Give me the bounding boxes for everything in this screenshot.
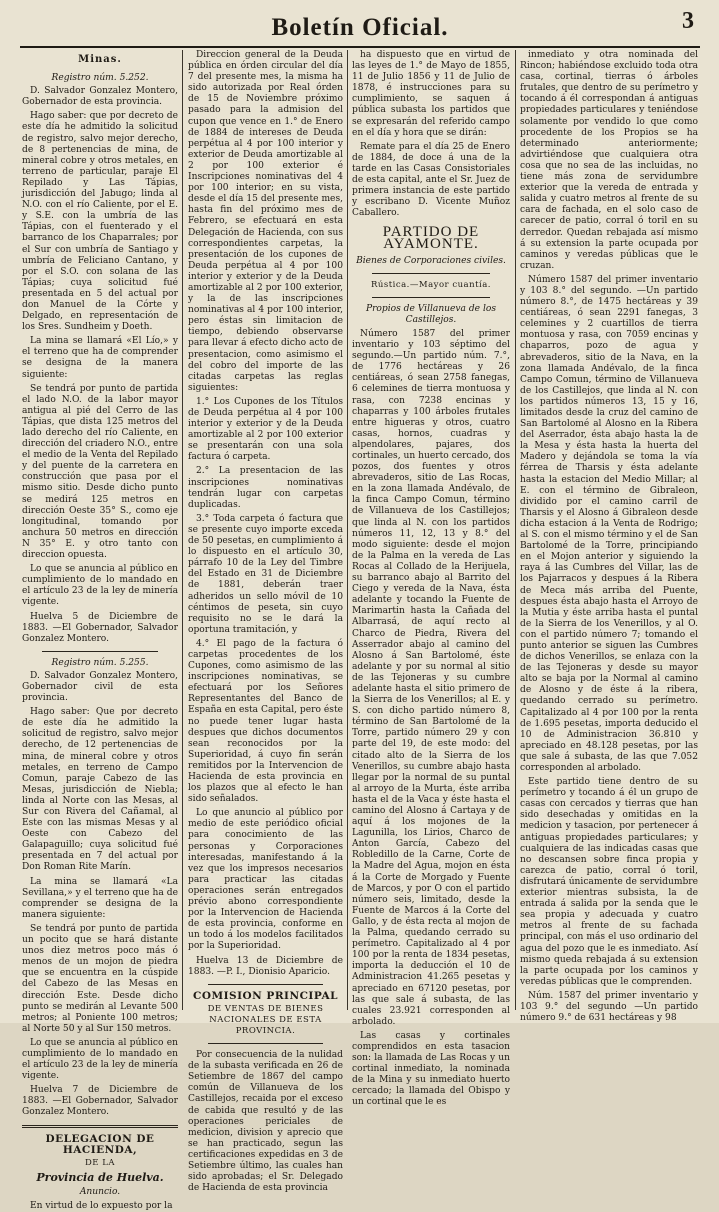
paragraph: D. Salvador Gonzalez Montero, Gobernador de esta provincia. (22, 86, 178, 108)
column-3 (352, 50, 510, 1108)
paragraph: Las casas y cortinales comprendidos en esta tasacion son: la llamada de Las Rocas y un cortinal inmediato, la nominada de la Mina y su inmediato huerto cercado; la llamada del Obispo y un cortinal que le es (352, 1030, 510, 1108)
paragraph: 3.° Toda carpeta ó factura que se presente cuyo importe exceda de 50 pesetas, en cumplimiento á lo dispuesto en el artículo 30, párrafo 10 de la Ley del Timbre del Estado en 31 de Diciembre de 1881, deberán traer adheridos un sello móvil de 10 céntimos de peseta, sin cuyo requisito no se le dará la oportuna tramitación, y (188, 513, 343, 635)
paragraph: La mina se llamará «La Sevillana,» y el terreno que ha de comprender se designa de la manera siguiente: (22, 876, 178, 920)
double-divider (22, 1125, 178, 1128)
column-divider (182, 50, 183, 1010)
divider (372, 297, 490, 298)
divider (208, 984, 323, 985)
paragraph: Direccion general de la Deuda pública en órden circular del día 7 del presente mes, la misma ha sido autorizada por Real órden de 15 de Noviembre próximo pasado para la admision del cupon que vence en 1.° de Enero de 1884 de intereses de Deuda perpétua al 4 por 100 interior y exterior de Deuda amortizable al 2 por 100 exterior é Inscripciones nominativas del 4 por 100 interior; en su vista, desde el día 15 del presente mes, hasta fin del próximo mes de Febrero, se efectuará en esta Delegación de Hacienda, con sus correspondientes carpetas, la presentación de los cupones de Deuda perpétua al 4 por 100 interior y exterior y de la Deuda amortizable al 2 por 100 exterior, y la de las inscripciones nominativas al 4 por 100 interior, pero éstas sin limitacion de tiempo, debiendo observarse para llevar á efecto dicho acto de presentacion, como asimismo el del cobro del importe de las citadas carpetas las reglas siguientes: (188, 50, 343, 393)
page-header (20, 8, 700, 48)
column-1 (22, 50, 178, 1211)
registro-heading: Registro núm. 5.252. (51, 73, 149, 84)
paragraph: Lo que anuncio al público por medio de este periódico oficial para conocimiento de las personas y Corporaciones interesadas, manifestando á la vez que los impresos necesarios para practicar las citadas operaciones serán entregados prévio abono correspondiente por la Intervencion de Hacienda de esta provincia, conforme en un todo á los modelos facilitados por la Superioridad. (188, 808, 343, 952)
partido-heading: PARTIDO DE AYAMONTE. (382, 224, 480, 252)
paragraph: ha dispuesto que en virtud de las leyes de 1.° de Mayo de 1855, 11 de Julio 1856 y 11 de Julio de 1878, é instrucciones para su cumplimiento, se saquen á pública subasta los partidos que se expresarán del referido campo en el día y hora que se dirán: (352, 50, 510, 138)
signature: Huelva 5 de Diciembre de 1883. —El Gobernador, Salvador Gonzalez Montero. (22, 611, 178, 644)
column-2 (188, 50, 343, 1194)
divider (208, 1043, 323, 1044)
comision-heading: COMISION PRINCIPAL (193, 989, 338, 1002)
paragraph: Número 1587 del primer inventario y 103 séptimo del segundo.—Un partido núm. 7.°, de 1776 hectáreas y 26 centiáreas, ó sean 2758 fanegas, 6 celemines de tierra montuosa y rasa, con 7238 encinas y chaparras y 100 árboles frutales entre higueras y otros, cuatro casas, hornos, cuadras y alpendolares, pajares, dos cortinales, un huerto cercado, dos pozos, dos fuentes y otros abrevaderos, sitio de Las Rocas, en la zona llamada Andévalo, de la finca Campo Comun, término de Villanueva de los Castillejos; que linda al N. con los partidos números 11, 12, 13 y 8.° del modo siguiente: desde el mojon de la Palma en la vereda de Las Rocas al Collado de la Herijuela, su barranco abajo al Barrito del Ciego y vereda de la Nava, ésta adelante y tocando la Fuente de Marimartin hasta la Cañada del Albarrasá, de aquí recto al Charco de Piedra, Rivera del Asserrador abajo al camino del Alosno á San Bartolomé, éste adelante y por su normal al sitio de las Tejoneras y su cumbre adelante hasta el sitio primero de la Sierra de los Venerillos; al E. y S. con dicho partido número 8, término de San Bartolomé de la Torre, partido número 29 y con parte del 19, de este modo: del citado alto de la Sierra de los Venerillos, su cumbre abajo hasta llegar por la normal de su puntal al arroyo de la Murta, éste arriba hasta el de la Vaca y éste hasta el camino del Alosno á Cartaya y de aquí á los mojones de la Lagunilla, los Lirios, Charco de Anton García, Cabezo del Robledillo de la Carne, Corte de la Madre del Agua, mojon en ésta á la Corte de Morgado y Fuente de Marcos, y por O con el partido número seis, limitado, desde la Fuente de Marcos á la Corte del Gallo, y de ésta recta al mojon de la Palma, quedando cerrado su perímetro. Capitalizado al 4 por 100 por la renta de 1834 pesetas, importa la deducción el 10 de Administracion 41.265 pesetas y apreciado en 67120 pesetas, por las que sale á subasta, de las cuales 23.921 corresponden al arbolado. (352, 328, 510, 1027)
column-4 (520, 50, 699, 1024)
paragraph: Núm. 1587 del primer inventario y 103 9.° del segundo —Un partido número 9.° de 631 hectáreas y 98 (520, 990, 698, 1024)
paragraph: 4.° El pago de la factura ó carpetas procedentes de los Cupones, como asimismo de las inscripciones nominativas, se efectuará por los Señores Representantes del Banco de España en esta Capital, pero éste no puede tener lugar hasta despues que dichos documentos sean reconocidos por la Superioridad, á cuyo fin serán remitidos por la Intervencion de Hacienda de esta provincia en los plazos que al efecto le han sido señalados. (188, 638, 343, 805)
paragraph: Número 1587 del primer inventario y 103 8.° del segundo. —Un partido número 8.°, de 1475 hectáreas y 39 centiáreas, ó sean 2291 fanegas, 3 celemines y 2 cuartillos de tierra montuosa y rasa, con 7059 encinas y chaparros, pozo de agua y abrevaderos, sitio de la Nava, en la zona llamada Andévalo, de la finca Campo Comun, término de Villanueva de los Castillejos, que linda al N. con los partidos números 13, 15 y 16, limitados desde la cruz del camino de San Bartolomé al Alosno en la Ribera del Aserrador, ésta abajo hasta la de la Mesa y ésta hasta la huerta del Madero y dejándola se toma la vía férrea de Tharsis y ésta adelante hasta la estacion del Medio Millar; al E. con el término de Gibraleon, dividido por el camino carril de Tharsis y el Alosno á Gibraleon desde dicha estacion á la Venta de Rodrigo; al S. con el mismo término y el de San Bartolomé de la Torre, principiando en el Mojon anterior y siguiendo la raya á las Cumbres del Villar, las de los Pajarracos y despues á la Ribera de Meca más arriba del Puente, despues ésta abajo hasta el Arroyo de la Mutia y éste arriba hasta el puntal de la Sierra de los Venerillos, y al O. con el partido número 7; tomando el punto anterior se siguen las Cumbres de dichos Venerillos, se enlaza con la de las Tejoneras y desde su mayor alto se baja por la Normal al camino de Alosno y de éste á la ribera, quedando cerrado su perímetro. Capitalizado al 4 por 100 por la renta de 1.695 pesetas, importa deducido el 10 de Administracion 36.810 y apreciado en 48.128 pesetas, por las que sale á subasta, de las que 7.052 corresponden al arbolado. (520, 274, 698, 773)
paragraph: Lo que se anuncia al público en cumplimiento de lo mandado en el artículo 23 de la ley de minería vigente. (22, 1037, 178, 1082)
page-number: 3 (682, 8, 694, 34)
column-divider (515, 50, 516, 1010)
delegacion-provincia: Provincia de Huelva. (36, 1170, 164, 1184)
signature: Huelva 7 de Diciembre de 1883. —El Gobernador, Salvador Gonzalez Montero. (22, 1085, 178, 1118)
delegacion-de-la: DE LA (84, 1157, 115, 1168)
paragraph: En virtud de lo expuesto por la (30, 1201, 173, 1211)
column-divider (347, 50, 348, 1010)
rustica-heading: Rústica.—Mayor cuantía. (370, 279, 492, 290)
section-title-minas: Minas. (78, 54, 122, 65)
divider (42, 651, 158, 652)
paragraph: Se tendrá por punto de partida el lado N.O. de la labor mayor antigua al pié del Cerro de las Tápias, que dista 125 metros del lado derecho del río Caliente, en dirección del criadero N.O., entre el medio de la Venta del Repilado y del puente de la carretera en construcción que pasa por el mismo sitio. Desde dicho punto se medirá 125 metros en dirección Oeste 35° S., como eje longitudinal, tomando por anchura 50 metros en dirección N 35° E. y otro tanto con direccion opuesta. (22, 383, 178, 561)
divider (372, 273, 490, 274)
newspaper-title: Boletín Oficial. (271, 14, 449, 41)
registro-heading: Registro núm. 5.255. (51, 657, 149, 668)
paragraph: Hago saber: Que por decreto de este día he admitido la solicitud de registro, salvo mejor derecho, de 12 pertenencias de mina, de mineral cobre y otros metales, en terreno de Campo Comun, paraje Cabezo de las Mesas, jurisdicción de Niebla; linda al Norte con las Mesas, al Sur con Rivera del Cañamal, al Este con las mismas Mesas y al Oeste con Cabezo del Galapaguillo; cuya solicitud fué presentada en 7 del actual por Don Roman Rite Marín. (22, 707, 178, 873)
paragraph: D. Salvador Gonzalez Montero, Gobernador civil de esta provincia. (22, 670, 178, 704)
paragraph: La mina se llamará «El Lío,» y el terreno que ha de comprender se designa de la manera siguiente: (22, 336, 178, 380)
anuncio-heading: Anuncio. (79, 1186, 121, 1197)
delegacion-heading: DELEGACION DE HACIENDA, (45, 1132, 155, 1156)
comision-subheading: DE VENTAS DE BIENES NACIONALES DE ESTA PROVINCIA. (207, 1003, 324, 1036)
paragraph: Este partido tiene dentro de su perímetro y tocando á él un grupo de casas con cercados y tierras que han sido desechadas y omitidas en la medicion y tasacion, por pertenecer á antiguas propiedades particulares; y cualquiera de las indicadas casas que no descansen sobre finca propia y carezca de patio, corral ó toril, disfrutará únicamente de servidumbre exterior mientras subsista, la de entrada á salida por la senda que le sea propia y adecuada y cuatro metros al frente de su fachada principal, con más el uso ordinario del agua del pozo que le es inmediato. Así mismo queda rebajada á su extension la parte ocupada por los caminos y veredas públicas que le comprenden. (520, 777, 699, 987)
paragraph: Remate para el día 25 de Enero de 1884, de doce á una de la tarde en las Casas Consistoriales de esta capital, ante el Sr. Juez de primera instancia de este partido y escribano D. Vicente Muñoz Caballero. (352, 141, 510, 219)
bienes-heading: Bienes de Corporaciones civiles. (356, 255, 506, 266)
signature: Huelva 13 de Diciembre de 1883. —P. I., Dionisio Aparicio. (188, 955, 343, 977)
propios-heading: Propios de Villanueva de los Castillejos. (365, 303, 497, 325)
paragraph: Hago saber: que por decreto de este día he admitido la solicitud de registro, salvo mejor derecho, de 8 pertenencias de mina, de mineral cobre y otros metales, en terreno de particular, paraje El Repilado y Las Tápias, jurisdicción del Jabugo; linda al N.O. con el río Caliente, por el E. y S.E. con la umbría de las Tápias, con el fuenterado y el barranco de los Chaparrales; por el Sur con umbría de Santiago y umbría de Feliciano Cantano, y por el S.O. con solana de las Tápias; cuya solicitud fué presentada en 5 del actual por don Manuel de la Córte y Delgado, en representación de los Sres. Sundheim y Doeth. (22, 111, 178, 333)
paragraph: 2.° La presentacion de las inscripciones nominativas tendrán lugar con carpetas duplicadas. (188, 466, 343, 510)
paragraph: 1.° Los Cupones de los Títulos de Deuda perpétua al 4 por 100 interior y exterior y de la Deuda amortizable al 2 por 100 exterior se presentarán con una sola factura ó carpeta. (188, 396, 343, 463)
paragraph: Se tendrá por punto de partida un pocito que se hará distante unos diez metros poco más ó menos de un mojon de piedra que se encuentra en la cúspide del Cabezo de las Mesas en dirección Este. Desde dicho punto se medirán al Levante 500 metros; al Poniente 100 metros; al Norte 50 y al Sur 150 metros. (22, 923, 178, 1034)
paragraph: Por consecuencia de la nulidad de la subasta verificada en 26 de Setiembre de 1867 del campo común de Villanueva de los Castillejos, recaida por el exceso de cabida que resultó y de las operaciones periciales de medicion, division y aprecio que se han practicado, segun las certificaciones expedidas en 3 de Setiembre último, las cuales han sido aprobadas; el Sr. Delegado de Hacienda de esta provincia (188, 1050, 343, 1194)
paragraph: inmediato y otra nominada del Rincon; habiéndose excluido toda otra casa, cortinal, tierras ó árboles frutales, que dentro de su perímetro y tocando á él correspondan á antiguas propiedades particulares y teniéndose solamente por vendido lo que como procedente de los Propios se ha determinado anteriormente; advirtiéndose que cualquiera otra cosa que no sea de las incluidas, no tiene más zona de servidumbre exterior que la vereda de entrada y salida y cuatro metros al frente de su cara de fachada, en el solo caso de carecer de patio, corral ó toril en su derredor. Quedan rebajada así mismo á su extension la parte ocupada por caminos y veredas públicas que le cruzan. (520, 50, 698, 271)
paragraph: Lo que se anuncia al público en cumplimiento de lo mandado en el artículo 23 de la ley de minería vigente. (22, 564, 178, 608)
